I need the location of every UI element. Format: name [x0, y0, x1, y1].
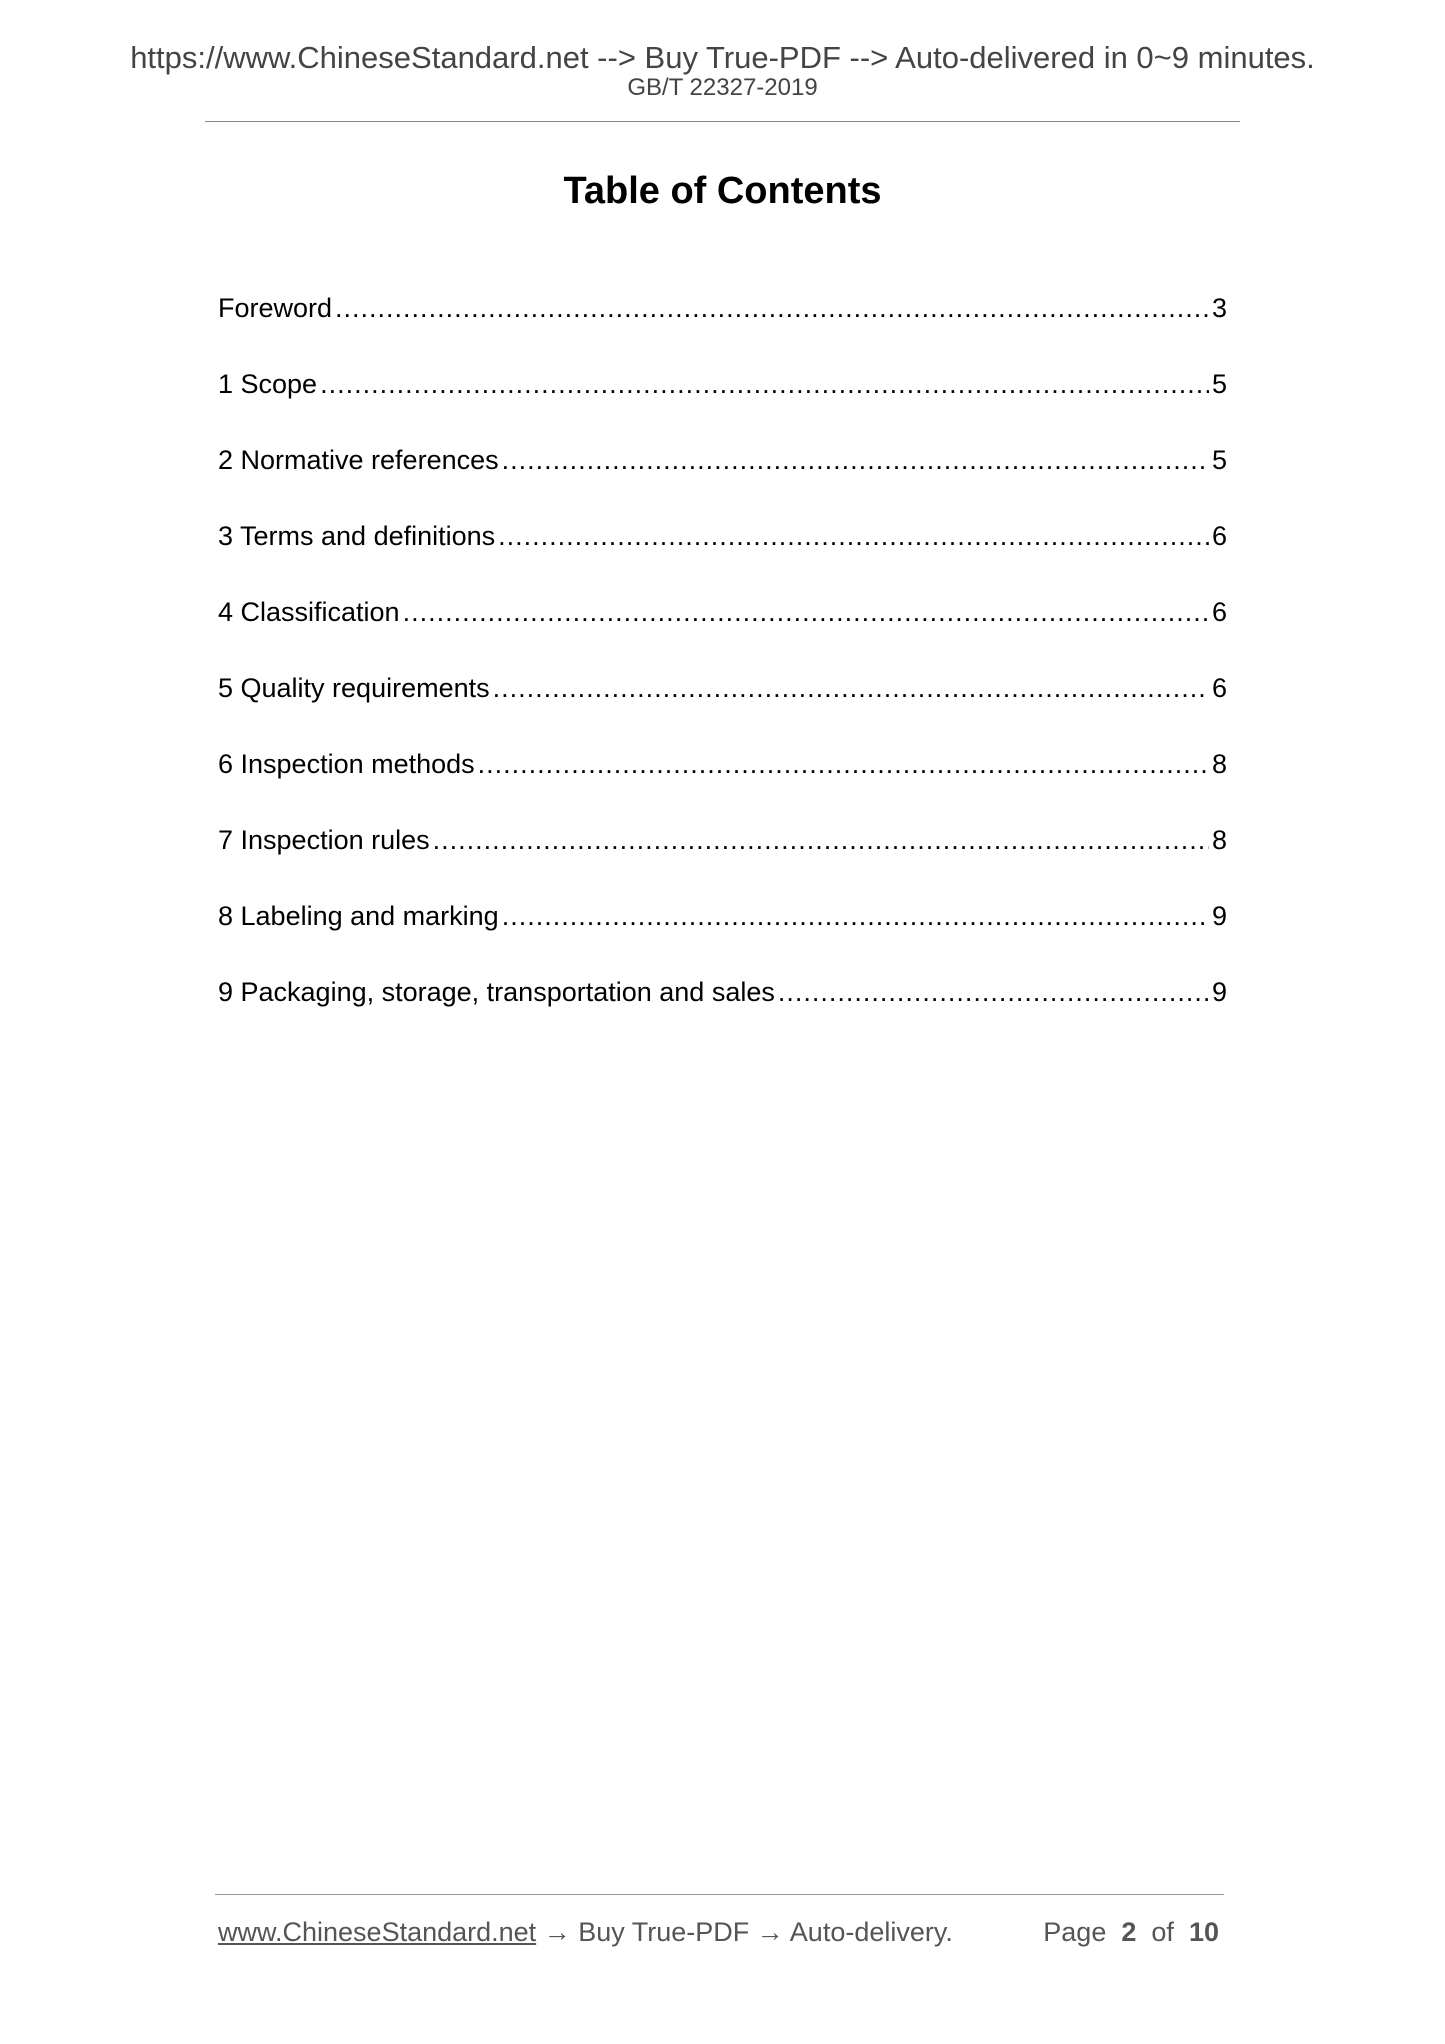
toc-entry-label: 2 Normative references	[218, 445, 499, 475]
toc-entry-page: 6	[1211, 673, 1227, 703]
source-banner: https://www.ChineseStandard.net --> Buy True-PDF --> Auto-delivered in 0~9 minutes.	[130, 40, 1315, 75]
toc-entry-page: 5	[1211, 445, 1227, 475]
page-title: Table of Contents	[563, 170, 882, 212]
toc-entry-label: 9 Packaging, storage, transportation and sales	[218, 977, 775, 1007]
toc-dot-leader	[493, 670, 1209, 706]
toc-dot-leader	[335, 290, 1209, 326]
footer-delivery-text: Auto-delivery.	[789, 1917, 953, 1947]
toc-entry-page: 3	[1211, 293, 1227, 323]
page-label: Page	[1043, 1917, 1107, 1947]
toc-dot-leader	[778, 974, 1209, 1010]
of-label: of	[1151, 1917, 1174, 1947]
toc-entry-page: 9	[1211, 901, 1227, 931]
toc-dot-leader	[498, 518, 1209, 554]
toc-entry-label: 4 Classification	[218, 597, 400, 627]
toc-entry-terms-and-definitions[interactable]	[218, 518, 1227, 594]
toc-entry-normative-references[interactable]	[218, 442, 1227, 518]
total-page-count: 10	[1188, 1917, 1219, 1947]
current-page-number: 2	[1121, 1917, 1137, 1947]
toc-dot-leader	[502, 898, 1209, 934]
toc-entry-page: 8	[1211, 825, 1227, 855]
toc-entry-quality-requirements[interactable]	[218, 670, 1227, 746]
toc-entry-page: 8	[1211, 749, 1227, 779]
footer-buy-text: Buy True-PDF	[578, 1917, 750, 1947]
toc-entry-label: 6 Inspection methods	[218, 749, 475, 779]
footer-promo	[218, 1915, 953, 1949]
arrow-right-icon: →	[543, 1917, 571, 1947]
toc-entry-label: 1 Scope	[218, 369, 318, 399]
toc-entry-label: 8 Labeling and marking	[218, 901, 499, 931]
toc-dot-leader	[478, 746, 1209, 782]
table-of-contents	[218, 290, 1227, 1050]
footer-divider	[215, 1894, 1224, 1895]
header-divider	[205, 121, 1240, 122]
toc-entry-label: Foreword	[218, 293, 333, 323]
toc-dot-leader	[433, 822, 1209, 858]
arrow-right-icon: →	[756, 1917, 784, 1947]
toc-dot-leader	[320, 366, 1209, 402]
website-link[interactable]: www.ChineseStandard.net	[218, 1917, 537, 1947]
toc-entry-inspection-methods[interactable]	[218, 746, 1227, 822]
toc-dot-leader	[403, 594, 1209, 630]
toc-entry-labeling-and-marking[interactable]	[218, 898, 1227, 974]
toc-entry-page: 6	[1211, 521, 1227, 551]
toc-entry-page: 5	[1211, 369, 1227, 399]
toc-entry-classification[interactable]	[218, 594, 1227, 670]
toc-entry-label: 3 Terms and definitions	[218, 521, 496, 551]
toc-entry-foreword[interactable]	[218, 290, 1227, 366]
toc-entry-inspection-rules[interactable]	[218, 822, 1227, 898]
toc-entry-packaging-storage-transportation-sales[interactable]	[218, 974, 1227, 1050]
toc-entry-page: 6	[1211, 597, 1227, 627]
toc-entry-label: 7 Inspection rules	[218, 825, 430, 855]
toc-entry-scope[interactable]	[218, 366, 1227, 442]
toc-dot-leader	[502, 442, 1209, 478]
page-indicator	[1043, 1915, 1219, 1949]
document-code: GB/T 22327-2019	[627, 74, 818, 101]
toc-entry-label: 5 Quality requirements	[218, 673, 490, 703]
toc-entry-page: 9	[1211, 977, 1227, 1007]
